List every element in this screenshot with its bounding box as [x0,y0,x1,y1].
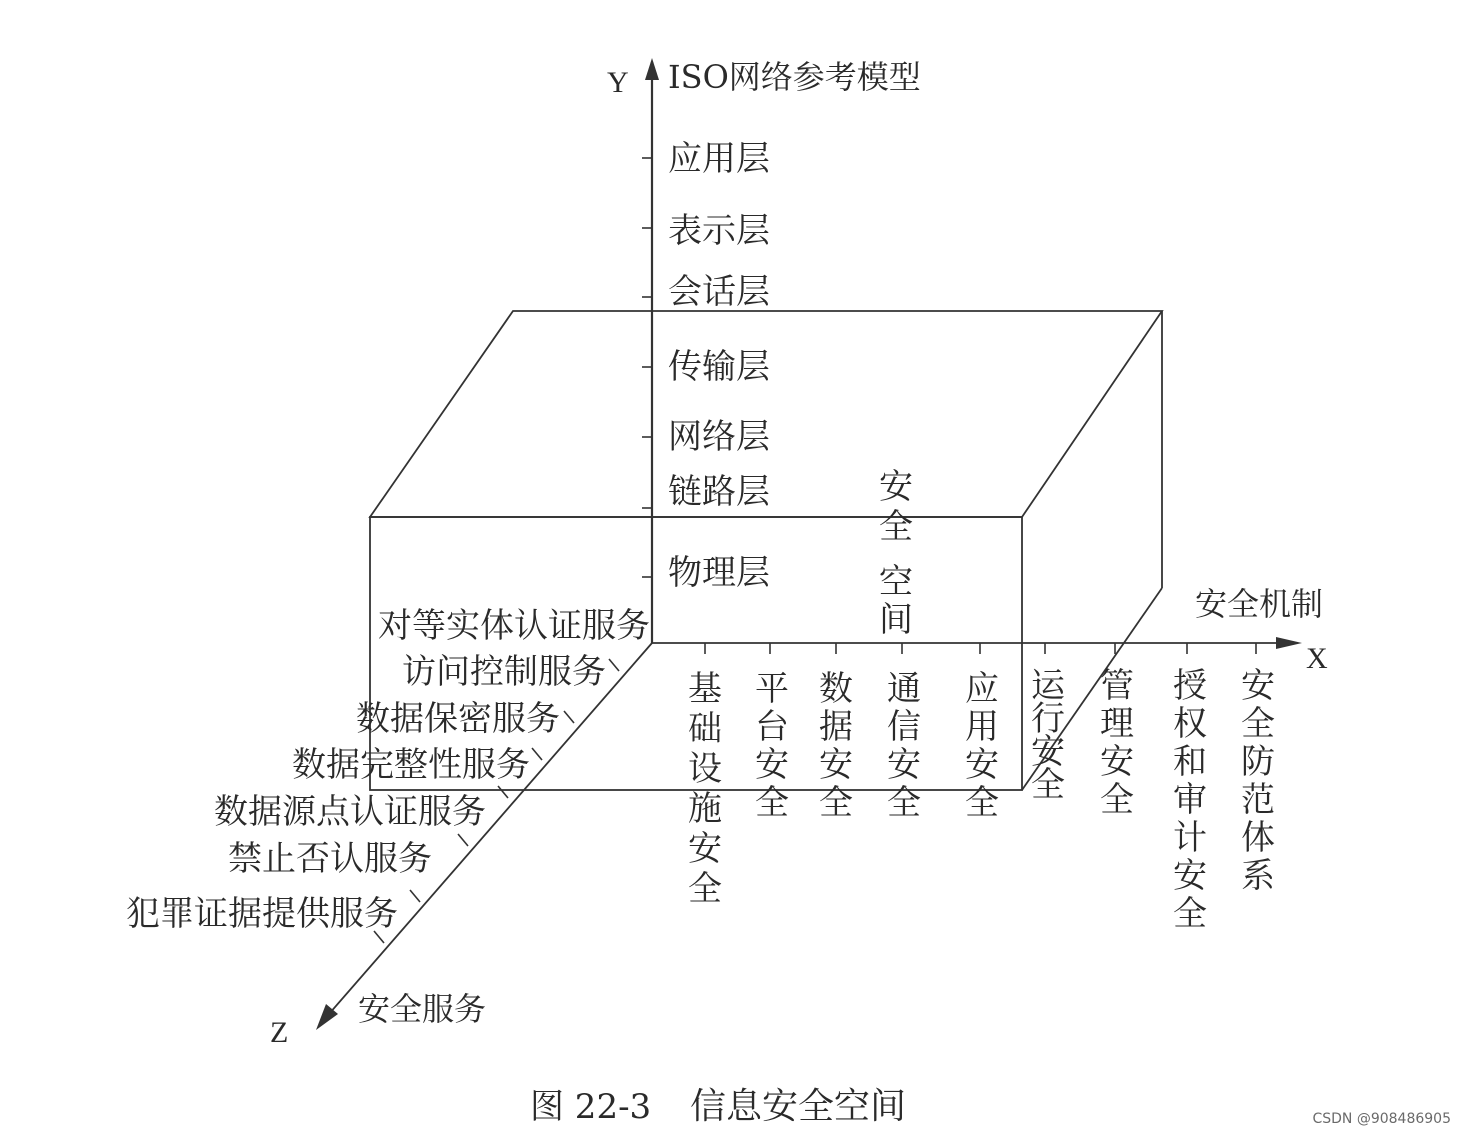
z-tick [564,711,574,723]
x-mechanism-label: 通信安全 [887,669,921,823]
z-axis [126,606,652,1049]
x-axis-arrowhead [1276,637,1302,649]
y-axis-title: ISO网络参考模型 [668,58,921,96]
z-axis-service-labels [126,606,650,934]
x-axis-letter: X [1306,642,1328,675]
y-axis-letter: Y [607,66,629,99]
x-mechanism-label: 平台安全 [755,669,789,823]
x-mechanism-label: 管理安全 [1100,666,1134,820]
x-mechanism-label: 授权和审计安全 [1173,666,1207,934]
x-axis-title: 安全机制 [1195,585,1324,623]
y-axis [607,58,921,643]
z-axis-letter: Z [270,1016,289,1049]
figure-caption [530,1086,906,1127]
x-mechanism-label: 运行安全 [1031,666,1065,805]
z-service-label: 数据源点认证服务 [214,792,486,832]
z-tick [609,659,619,671]
z-axis-title: 安全服务 [358,990,487,1028]
z-service-label: 访问控制服务 [402,652,606,692]
z-service-label: 数据完整性服务 [292,745,530,785]
y-layer-label: 网络层 [668,417,770,457]
x-mechanism-label: 应用安全 [965,669,999,823]
y-axis-arrowhead [645,58,659,80]
x-axis [652,585,1328,934]
y-layer-label: 表示层 [668,211,770,251]
z-tick [532,748,542,760]
y-layer-label: 会话层 [668,272,770,312]
z-tick [410,890,420,902]
z-service-label: 数据保密服务 [356,699,560,739]
z-service-label: 犯罪证据提供服务 [126,894,398,934]
x-mechanism-label: 安全防范体系 [1241,666,1275,896]
y-layer-label: 应用层 [668,139,770,179]
caption-title: 信息安全空间 [690,1086,907,1127]
x-mechanism-label: 基础设施安全 [688,669,722,909]
x-mechanism-label: 数据安全 [819,669,853,823]
z-tick [458,834,468,846]
z-tick [498,786,508,798]
y-layer-label: 链路层 [668,472,770,512]
y-layer-label: 物理层 [668,553,770,593]
z-service-label: 对等实体认证服务 [378,606,650,646]
security-space-label [879,467,913,640]
y-axis-layer-labels [668,139,770,593]
z-service-label: 禁止否认服务 [228,839,432,879]
box-label-text: 安全空间 [879,467,913,640]
x-axis-mechanism-labels [688,666,1275,934]
csdn-watermark: CSDN @908486905 [1312,1111,1451,1127]
y-axis-ticks [642,158,652,577]
caption-number: 图 22-3 [530,1087,652,1127]
y-layer-label: 传输层 [668,347,770,387]
x-axis-ticks [705,643,1256,654]
